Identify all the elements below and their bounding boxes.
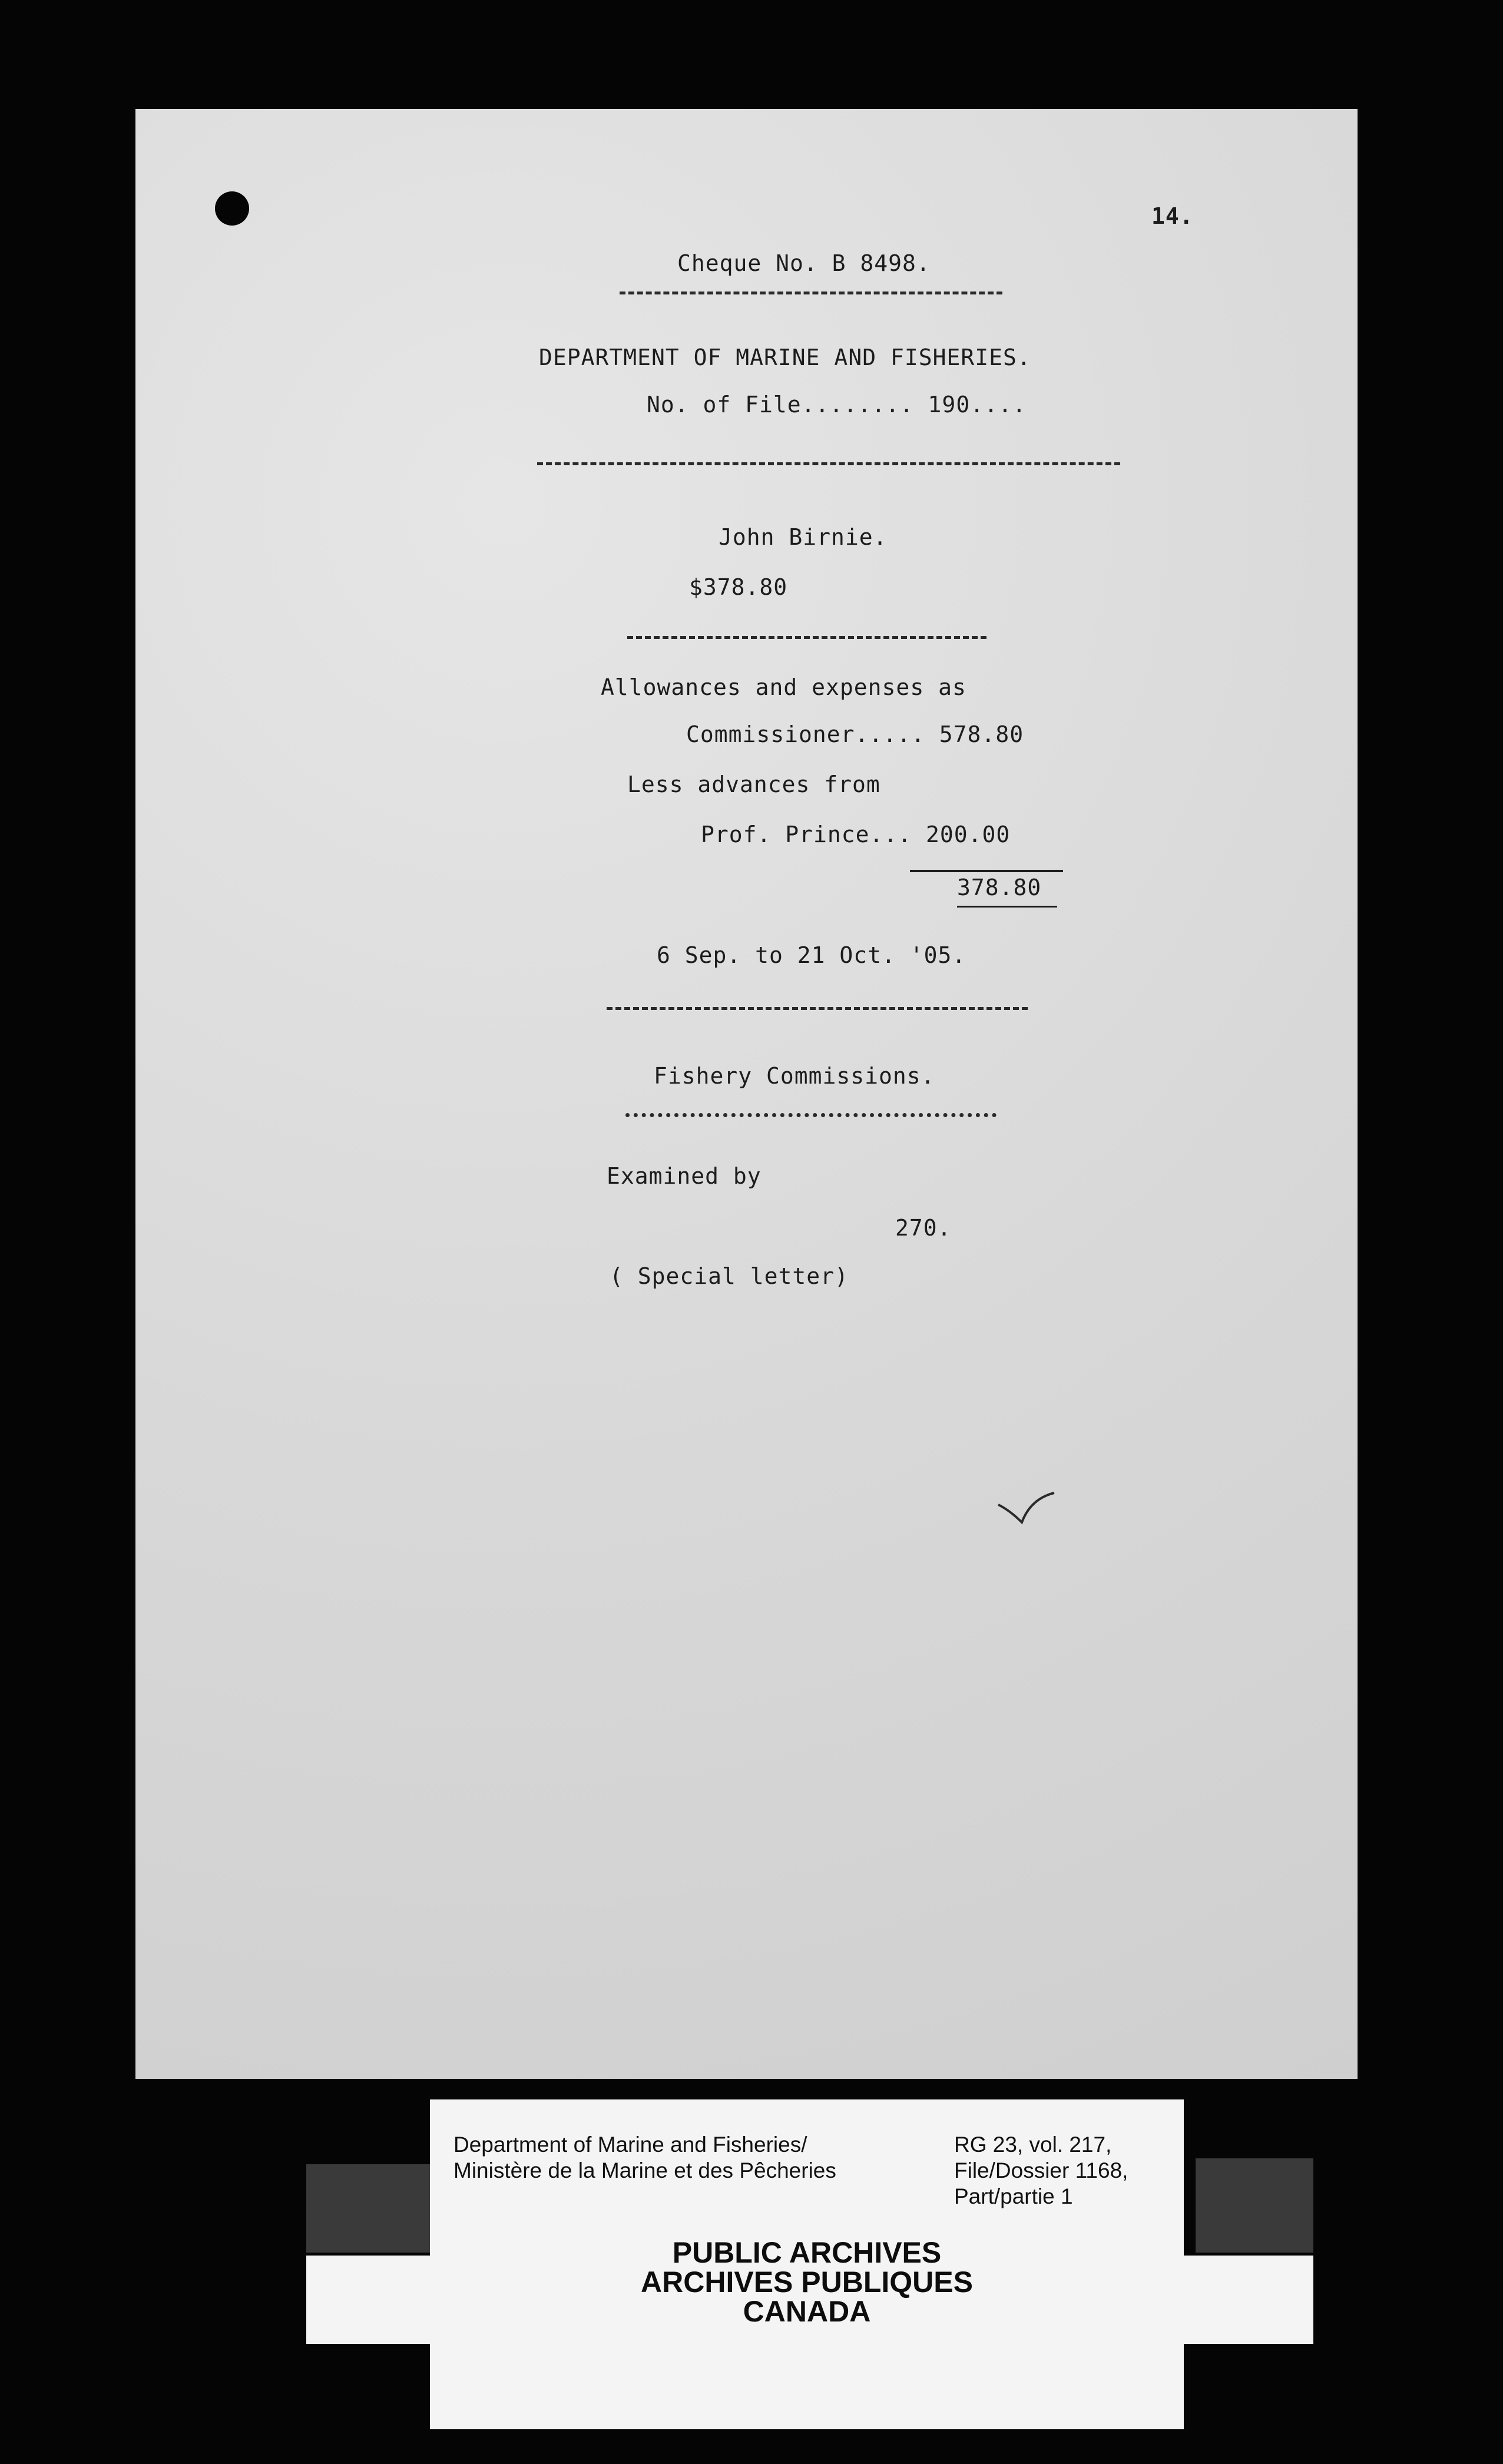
department-french: Ministère de la Marine et des Pêcheries bbox=[453, 2158, 836, 2183]
divider bbox=[537, 462, 1120, 465]
prince-advance-line: Prof. Prince... 200.00 bbox=[701, 822, 1011, 847]
mounting-strip-right bbox=[1196, 2158, 1313, 2253]
document-page bbox=[135, 109, 1358, 2079]
part-partie: Part/partie 1 bbox=[954, 2184, 1073, 2208]
record-group: RG 23, vol. 217, bbox=[954, 2132, 1112, 2157]
cheque-amount: $378.80 bbox=[689, 574, 788, 600]
reference-number: 270. bbox=[895, 1215, 952, 1241]
payee-name: John Birnie. bbox=[719, 524, 888, 550]
divider bbox=[620, 292, 1002, 294]
department-english: Department of Marine and Fisheries/ bbox=[453, 2132, 807, 2157]
divider bbox=[627, 636, 986, 639]
fishery-commissions: Fishery Commissions. bbox=[654, 1063, 935, 1089]
punch-hole bbox=[215, 191, 249, 226]
examined-by: Examined by bbox=[607, 1163, 762, 1189]
allowances-line: Allowances and expenses as bbox=[601, 674, 966, 700]
commissioner-line: Commissioner..... 578.80 bbox=[686, 721, 1024, 747]
less-advances-line: Less advances from bbox=[627, 771, 880, 797]
stamp-canada: CANADA bbox=[743, 2295, 871, 2328]
cheque-number: Cheque No. B 8498. bbox=[677, 250, 931, 276]
page-number: 14. bbox=[1151, 203, 1194, 229]
department-heading: DEPARTMENT OF MARINE AND FISHERIES. bbox=[539, 345, 1031, 370]
special-letter: ( Special letter) bbox=[610, 1263, 849, 1289]
dotted-divider bbox=[625, 1113, 997, 1117]
divider bbox=[607, 1007, 1028, 1010]
file-number-line: No. of File........ 190.... bbox=[647, 392, 1027, 418]
file-dossier: File/Dossier 1168, bbox=[954, 2158, 1128, 2183]
check-mark-icon bbox=[995, 1487, 1060, 1528]
period-line: 6 Sep. to 21 Oct. '05. bbox=[657, 942, 966, 968]
total-underline bbox=[910, 870, 1063, 872]
net-amount-underline bbox=[957, 906, 1057, 908]
stamp-archives-publiques: ARCHIVES PUBLIQUES bbox=[641, 2266, 973, 2299]
mounting-strip-left bbox=[306, 2164, 442, 2253]
stamp-public-archives: PUBLIC ARCHIVES bbox=[672, 2236, 942, 2269]
net-amount: 378.80 bbox=[957, 875, 1042, 900]
